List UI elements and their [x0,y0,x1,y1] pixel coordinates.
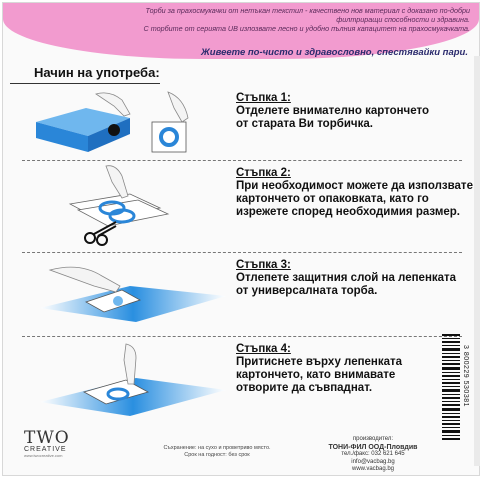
header-line-2: филтриращи способности и здравина. [336,15,470,24]
step3-illustration [40,256,230,326]
usage-heading: Начин на употреба: [34,65,160,80]
step-2-line-1: При необходимост можете да използвате [236,180,473,192]
step-3 [236,259,456,298]
step-2 [236,167,473,219]
storage-line-2: Срок на годност: без срок [184,452,250,458]
step-4-title: Стъпка 4: [236,343,291,355]
step2-illustration [50,164,220,250]
slogan: Живеете по-чисто и здравословно, спестявайки пари. [200,47,468,58]
logo-sub: CREATIVE [24,446,67,453]
logo-main: TWO [24,428,70,448]
divider-3 [22,336,462,337]
step-1-title: Стъпка 1: [236,92,291,104]
step-3-title: Стъпка 3: [236,259,291,271]
step-4-line-3: отворите да съвпаднат. [236,382,373,394]
step-2-title: Стъпка 2: [236,167,291,179]
step-1 [236,92,429,131]
step-2-line-2: картончето от опаковката, като го [236,193,429,205]
step-3-line-2: от универсалната торба. [236,285,378,297]
step-1-line-1: Отделете внимателно картончето [236,105,429,117]
header-line-3: С торбите от серията UB изпозвате лесно и удобно пълния капацитет на прахосмукачката. [143,24,470,33]
header-text [40,6,470,33]
manufacturer-info [318,436,428,474]
side-strip [474,56,480,466]
manufacturer-email: info@vacbag.bg [351,458,395,465]
step4-illustration [40,340,230,420]
manufacturer-label: производител: [352,436,394,442]
logo-url: www.twocreative.com [24,453,63,458]
barcode [440,330,462,445]
two-creative-logo [24,428,70,458]
step-4-line-2: картончето, като внимавате [236,369,396,381]
step1-illustration [26,88,226,158]
header-line-1: Торби за прахосмукачки от нетъкан текстил - качествено нов материал с доказано по-добри [145,6,470,15]
manufacturer-phone: тел./факс: 032 621 645 [341,451,405,457]
divider-1 [22,160,462,161]
manufacturer-web: www.vacbag.bg [351,466,395,472]
divider-2 [22,252,462,253]
barcode-number: 3 800229 530381 [462,345,469,407]
storage-line-1: Съхранение: на сухо и проветриво място. [163,445,271,451]
step-1-line-2: от старата Ви торбичка. [236,118,373,130]
manufacturer-company: ТОНИ-ФИЛ ООД-Пловдив [328,443,418,451]
step-4-line-1: Притиснете върху лепенката [236,356,403,368]
step-3-line-1: Отлепете защитния слой на лепенката [236,272,457,284]
heading-underline [10,83,160,84]
storage-info [142,445,292,459]
step-4 [236,343,402,395]
scissors-icon [85,222,116,245]
step-2-line-3: изрежете според необходимия размер. [236,206,460,218]
